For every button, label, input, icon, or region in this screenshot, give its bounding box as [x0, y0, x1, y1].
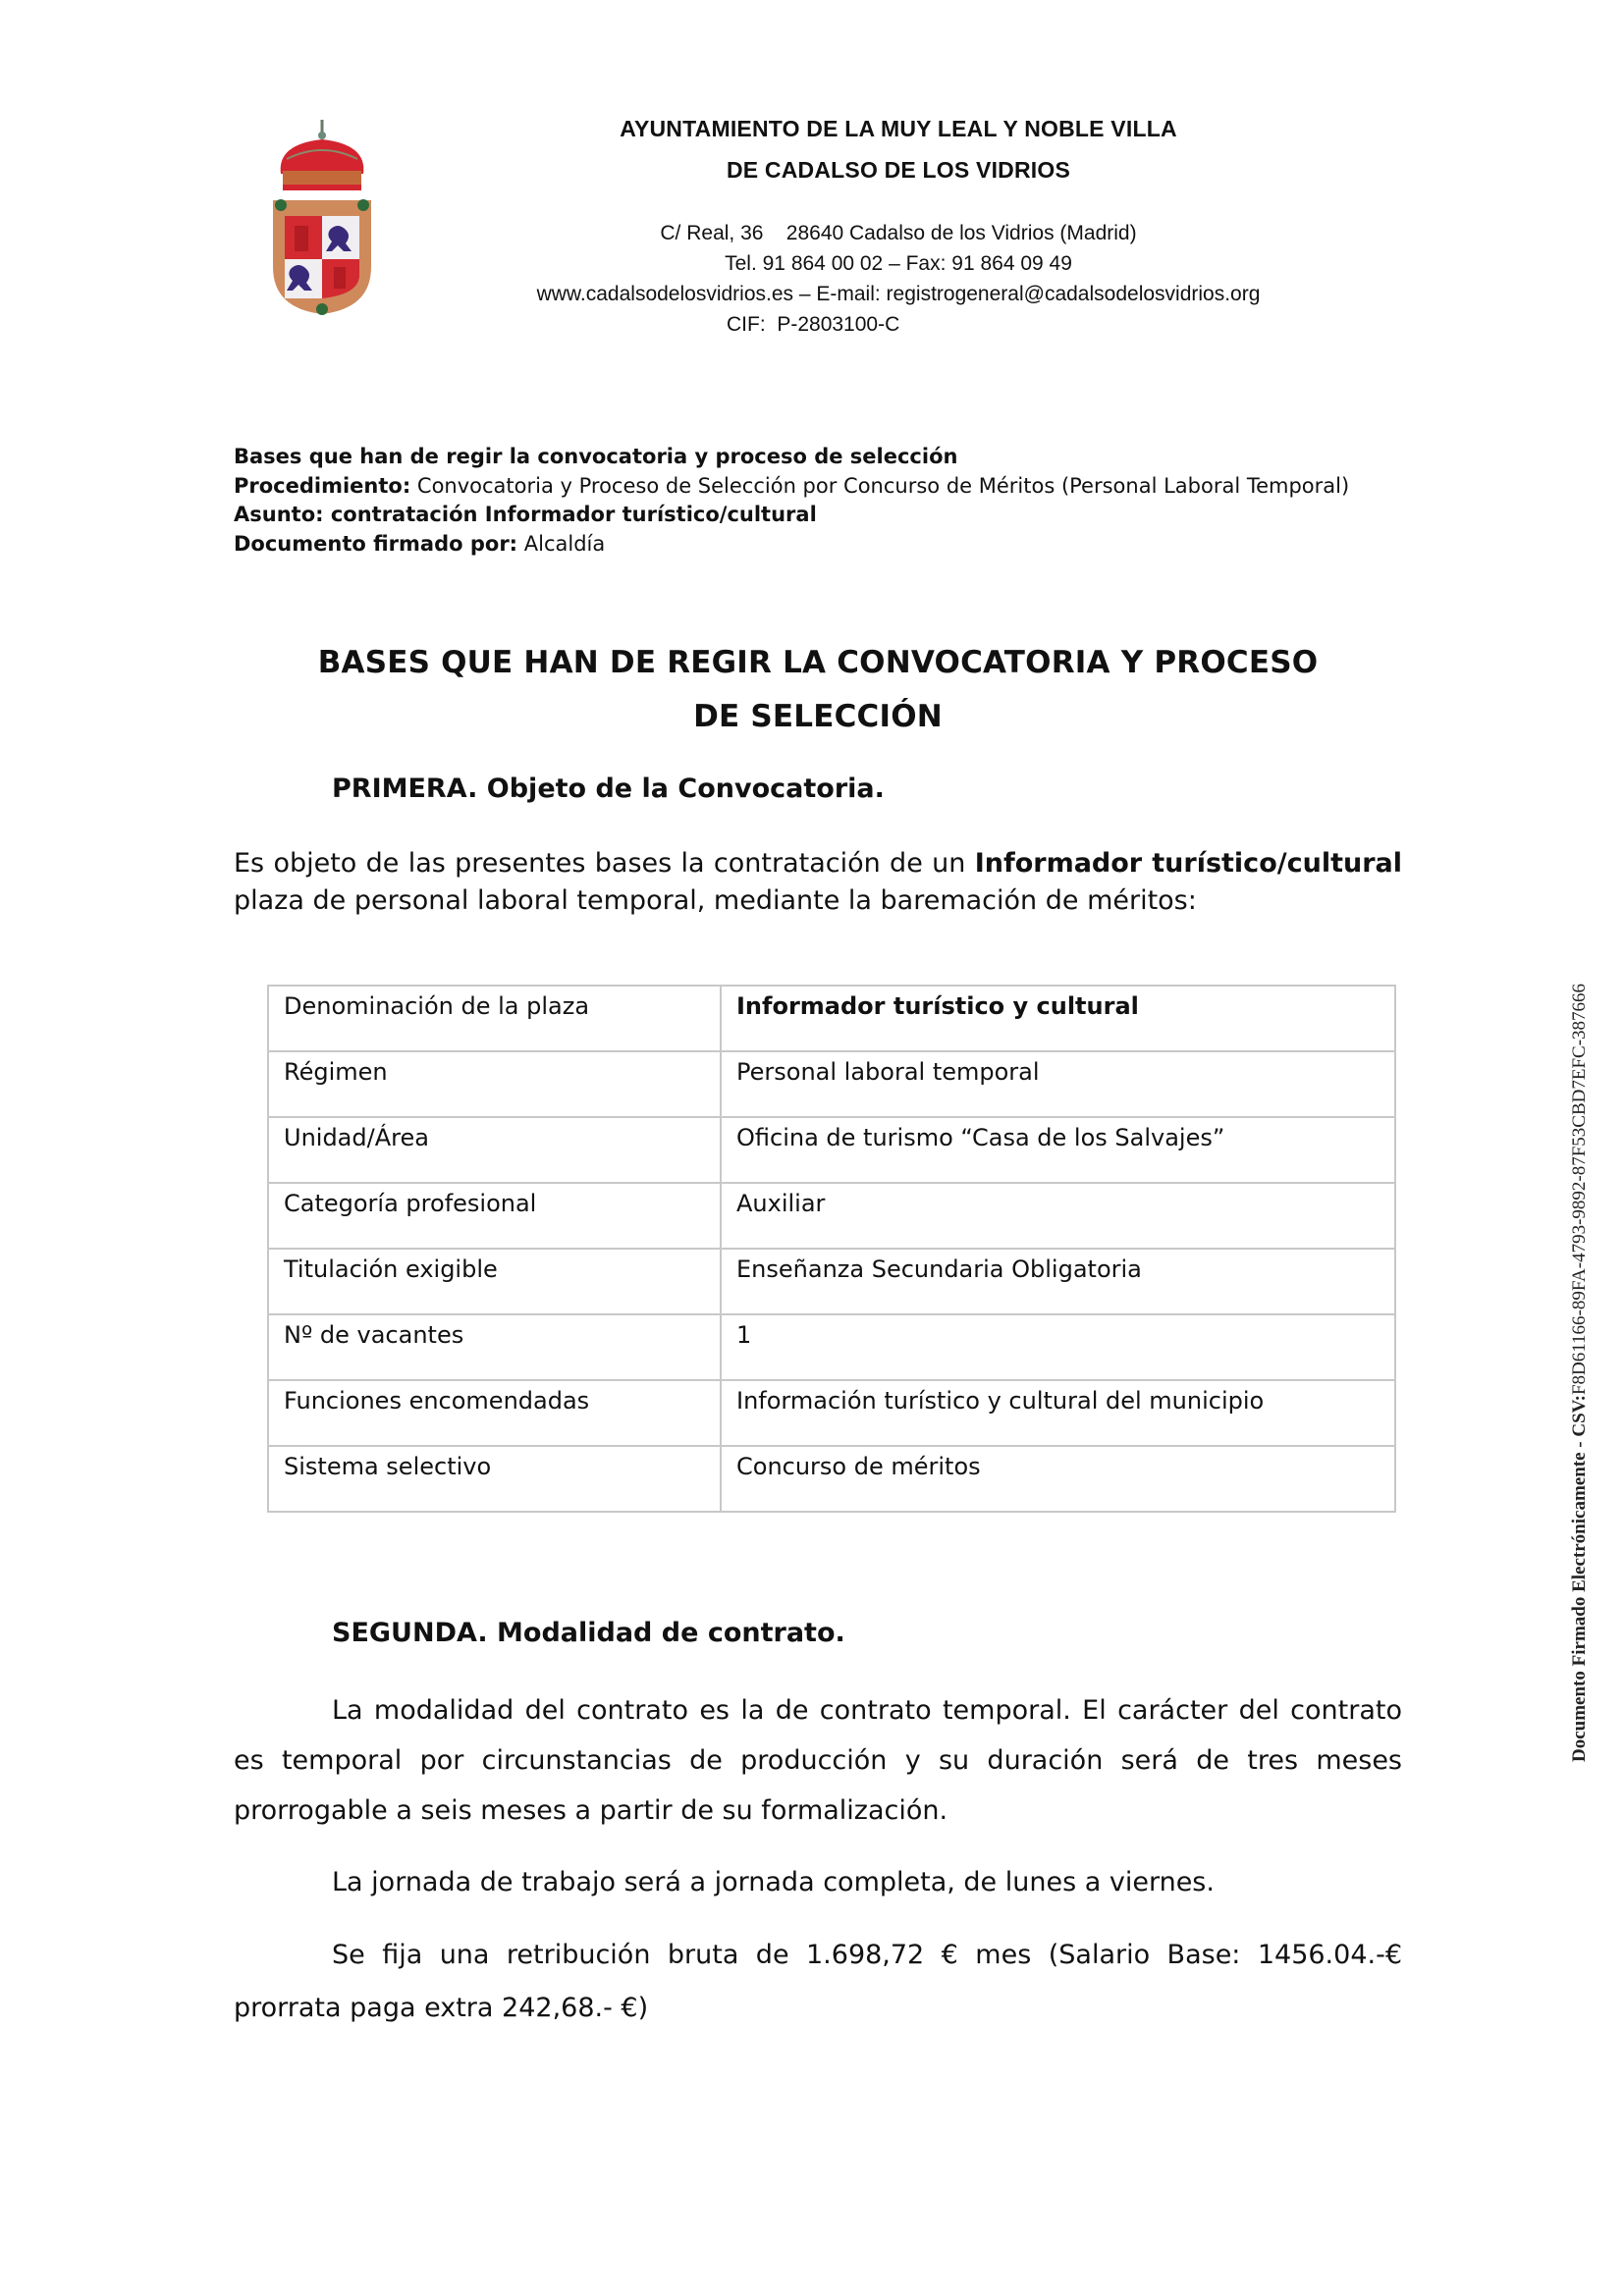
section-primera-heading: PRIMERA. Objeto de la Convocatoria.: [332, 774, 885, 804]
row-label: Titulación exigible: [268, 1249, 721, 1314]
phone-fax: Tel. 91 864 00 02 – Fax: 91 864 09 49: [725, 252, 1072, 275]
row-value: Información turístico y cultural del municipio: [721, 1380, 1395, 1446]
table-row: [268, 1183, 1395, 1249]
row-value: Oficina de turismo “Casa de los Salvajes”: [721, 1117, 1395, 1183]
row-label: Unidad/Área: [268, 1117, 721, 1183]
row-label: Sistema selectivo: [268, 1446, 721, 1512]
document-title: BASES QUE HAN DE REGIR LA CONVOCATORIA Y PROCESO DE SELECCIÓN: [317, 645, 1319, 734]
procedimiento-value: Convocatoria y Proceso de Selección por Concurso de Méritos (Personal Laboral Temporal): [410, 473, 1350, 498]
row-label: Denominación de la plaza: [268, 986, 721, 1051]
meta-block: [234, 443, 1402, 559]
table-row: [268, 1249, 1395, 1314]
row-value: Informador turístico y cultural: [721, 986, 1395, 1051]
electronic-signature-stamp: [1569, 984, 1591, 1762]
primera-text-before: Es objeto de las presentes bases la contratación de un: [234, 848, 975, 879]
table-row: [268, 1446, 1395, 1512]
row-value: Personal laboral temporal: [721, 1051, 1395, 1117]
table-row: [268, 1380, 1395, 1446]
job-details-table: [267, 985, 1396, 1513]
row-value: Concurso de méritos: [721, 1446, 1395, 1512]
table-row: [268, 1314, 1395, 1380]
segunda-paragraph-2: La jornada de trabajo será a jornada completa, de lunes a viernes.: [332, 1867, 1215, 1897]
row-label: Categoría profesional: [268, 1183, 721, 1249]
meta-firmado: [234, 530, 1402, 560]
stamp-label: Documento Firmado Electrónicamente - CSV:: [1569, 1395, 1590, 1762]
municipality-title-line2: DE CADALSO DE LOS VIDRIOS: [726, 157, 1071, 183]
row-label: Nº de vacantes: [268, 1314, 721, 1380]
address: C/ Real, 36 28640 Cadalso de los Vidrios (Madrid): [660, 222, 1137, 244]
row-label: Funciones encomendadas: [268, 1380, 721, 1446]
firmado-value: Alcaldía: [517, 531, 606, 556]
table-row: [268, 986, 1395, 1051]
row-label: Régimen: [268, 1051, 721, 1117]
meta-procedimiento: [234, 472, 1402, 502]
primera-text-bold: Informador turístico/cultural: [974, 848, 1402, 879]
meta-asunto: Asunto: contratación Informador turístico/cultural: [234, 503, 817, 526]
table-row: [268, 1117, 1395, 1183]
stamp-csv: F8D61166-89FA-4793-9892-87F53CBD7EFC-387666: [1569, 983, 1590, 1396]
municipality-title-line1: AYUNTAMIENTO DE LA MUY LEAL Y NOBLE VILLA: [620, 116, 1177, 141]
web-email: www.cadalsodelosvidrios.es – E-mail: registrogeneral@cadalsodelosvidrios.org: [536, 283, 1261, 305]
firmado-label: Documento firmado por:: [234, 531, 518, 556]
row-value: Auxiliar: [721, 1183, 1395, 1249]
coat-of-arms-icon: [267, 120, 377, 316]
primera-text-after: plaza de personal laboral temporal, mediante la baremación de méritos:: [234, 884, 1197, 916]
primera-paragraph: [234, 845, 1402, 919]
meta-heading: Bases que han de regir la convocatoria y proceso de selección: [234, 445, 958, 468]
segunda-paragraph-3: Se fija una retribución bruta de 1.698,72 € mes (Salario Base: 1456.04.-€ prorrata paga extra 242,68.- €): [234, 1940, 1402, 2023]
table-row: [268, 1051, 1395, 1117]
section-segunda-heading: SEGUNDA. Modalidad de contrato.: [332, 1618, 845, 1648]
cif: CIF: P-2803100-C: [727, 313, 900, 336]
row-value: 1: [721, 1314, 1395, 1380]
segunda-paragraph-1: La modalidad del contrato es la de contrato temporal. El carácter del contrato es temporal por circunstancias de producción y su duración será de tres meses prorrogable a seis meses a partir de su formalización.: [234, 1695, 1402, 1826]
procedimiento-label: Procedimiento:: [234, 473, 411, 498]
row-value: Enseñanza Secundaria Obligatoria: [721, 1249, 1395, 1314]
